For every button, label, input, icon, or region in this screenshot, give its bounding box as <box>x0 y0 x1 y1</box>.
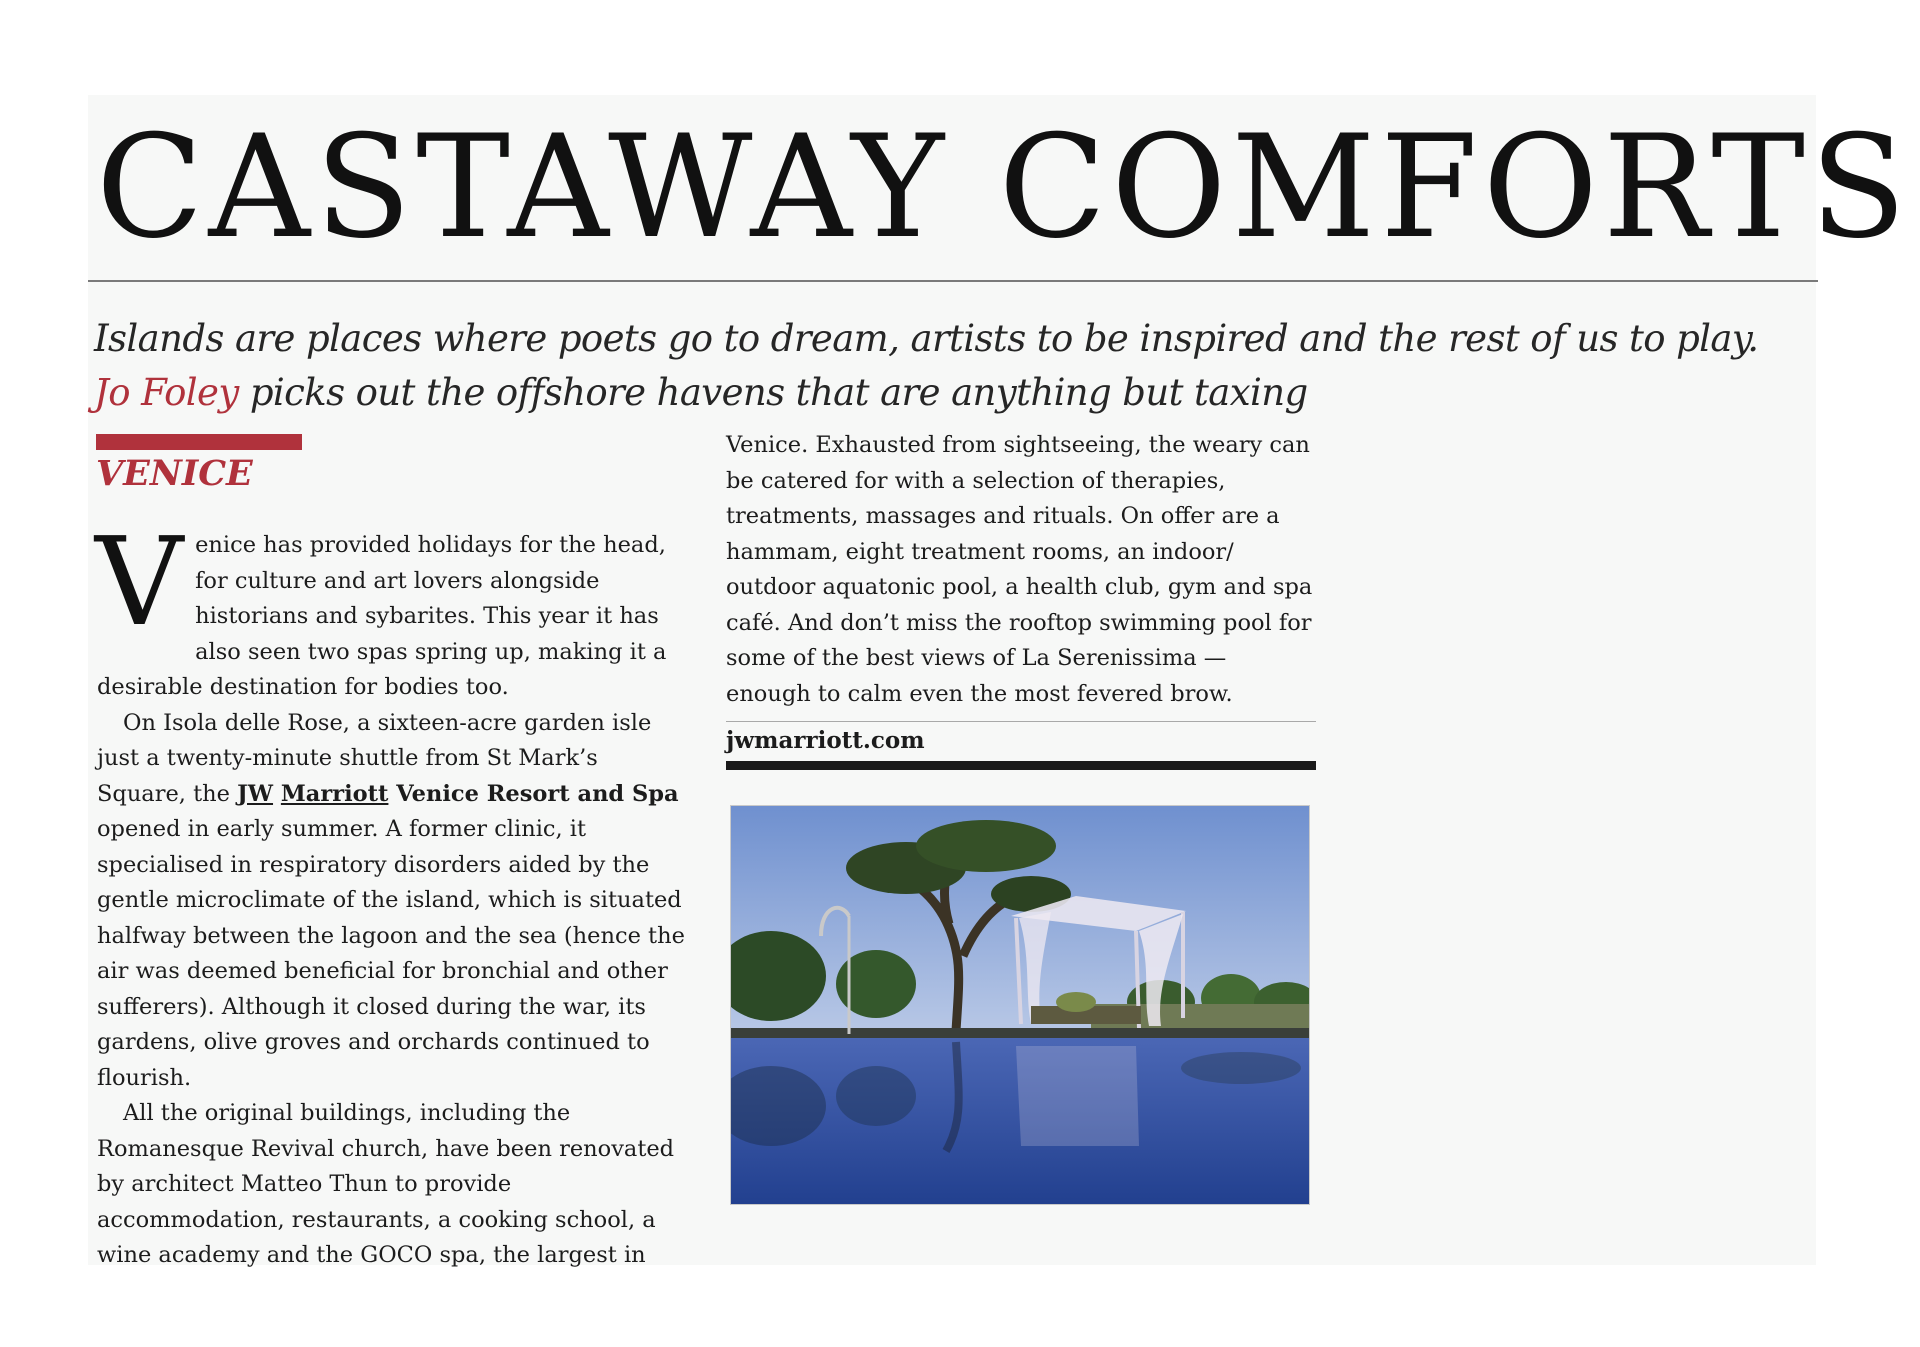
jw-link[interactable]: JW <box>237 780 274 807</box>
section-accent-bar <box>96 434 302 450</box>
body-column-1 <box>95 511 687 1274</box>
pool-illustration <box>731 806 1309 1204</box>
paragraph-2-intro: On Isola delle Rose, a sixteen-acre garden isle just a twenty-minute shuttle from St Mark’s Square, the <box>97 709 652 807</box>
author-name: Jo Foley <box>94 371 239 414</box>
paragraph-1 <box>95 511 687 706</box>
paragraph-1-text: enice has provided holidays for the head, for culture and art lovers alongside historians and sybarites. This year it has also seen two spas spring up, making it a desirable destination for bodies too. <box>97 532 667 700</box>
article-title: CASTAWAY COMFORTS <box>96 105 1912 270</box>
resort-name: Venice Resort and Spa <box>396 780 679 807</box>
title-rule <box>88 280 1818 282</box>
paragraph-2-text: opened in early summer. A former clinic, it specialised in respiratory disorders aided by the gentle microclimate of the island, which is situated halfway between the lagoon and the sea (hence the air was deemed beneficial for bronchial and other sufferers). Although it closed during the war, its gardens, olive groves and orchards continued to flourish. <box>97 816 685 1091</box>
paragraph-4: Venice. Exhausted from sightseeing, the weary can be catered for with a selection of therapies, treatments, massages and rituals. On offer are a hammam, eight treatment rooms, an indoor/ outdoor aquatonic pool, a health club, gym and spa café. And don’t miss the rooftop swimming pool for some of the best views of La Serenissima — enough to calm even the most fevered brow. <box>726 432 1313 707</box>
rooftop-pool-photo <box>730 805 1310 1205</box>
body-column-2 <box>726 428 1316 712</box>
standfirst-text: Islands are places where poets go to dream, artists to be inspired and the rest of us to play. <box>94 317 1759 360</box>
website-link[interactable]: jwmarriott.com <box>726 727 925 754</box>
standfirst <box>94 312 1824 420</box>
standfirst-text-2: picks out the offshore havens that are anything but taxing <box>249 371 1308 414</box>
paragraph-2 <box>97 706 687 1097</box>
paragraph-3: All the original buildings, including the Romanesque Revival church, have been renovated by architect Matteo Thun to provide accommodation, restaurants, a cooking school, a wine academy and the GOCO spa, the largest in <box>97 1100 675 1268</box>
section-heading: VENICE <box>96 453 253 494</box>
drop-cap: V <box>95 511 184 653</box>
pool-edge <box>731 1028 1309 1038</box>
marriott-link[interactable]: Marriott <box>280 780 389 807</box>
url-bottom-rule <box>726 761 1316 770</box>
